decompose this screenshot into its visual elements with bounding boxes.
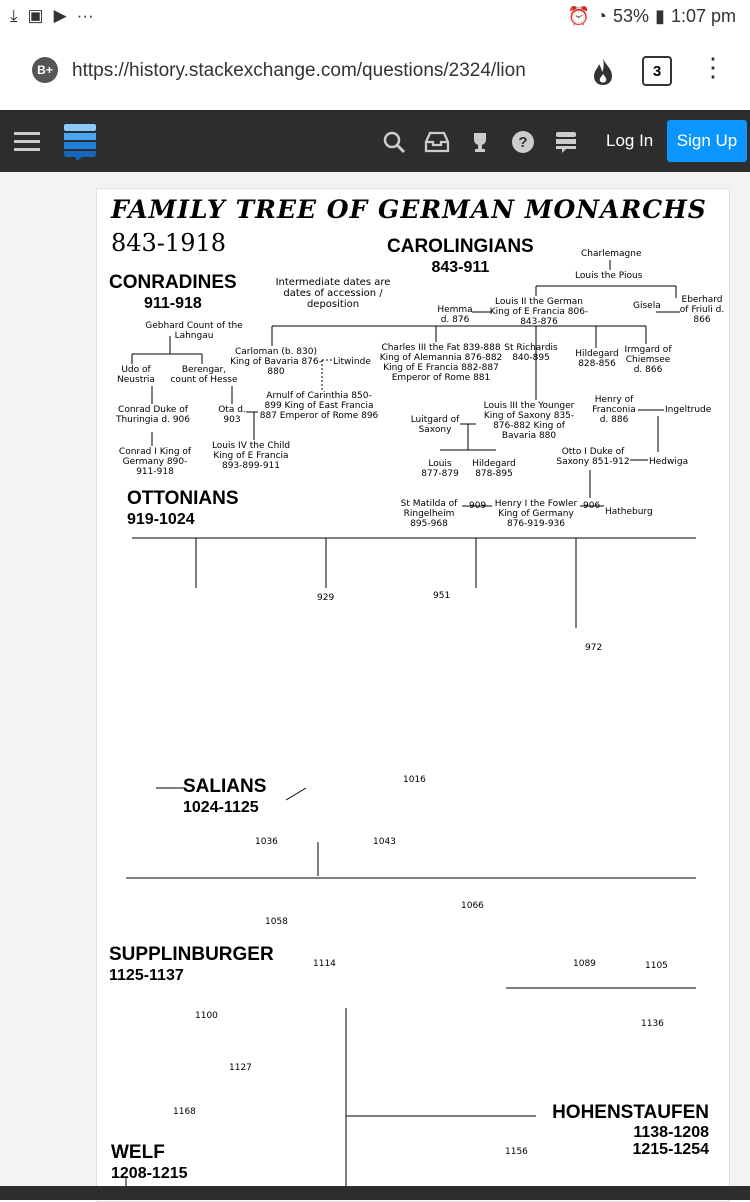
dynasty-hohenstaufen-years: 1138-1208 1215-1254 <box>632 1124 709 1158</box>
tab-count-button[interactable]: 3 <box>642 56 672 86</box>
person-conrad-thuringia: Conrad Duke of Thuringia d. 906 <box>115 405 190 425</box>
bottom-bar <box>0 1186 750 1200</box>
marriage-1058: 1058 <box>265 917 288 927</box>
chart-years: 843-1918 <box>111 229 226 257</box>
stackexchange-logo[interactable] <box>64 124 96 160</box>
person-ota: Ota d. 903 <box>218 405 246 425</box>
family-tree-lines <box>96 188 728 1200</box>
person-irmgard: Irmgard of Chiemsee d. 866 <box>624 345 672 375</box>
signup-button[interactable]: Sign Up <box>667 120 747 162</box>
dynasty-salians: SALIANS 1024-1125 <box>183 776 267 816</box>
overflow-menu-icon[interactable]: ⋮ <box>700 52 726 82</box>
marriage-909: 909 <box>469 501 487 511</box>
person-st-richardis: St Richardis 840-895 <box>504 343 558 363</box>
dynasty-carolingians: CAROLINGIANS 843-911 <box>387 236 534 276</box>
person-eberhard: Eberhard of Friuli d. 866 <box>679 295 725 325</box>
person-ingeltrude: Ingeltrude <box>665 405 712 415</box>
person-st-matilda: St Matilda of Ringelheim 895-968 <box>400 499 458 529</box>
chart-title: FAMILY TREE OF GERMAN MONARCHS <box>111 195 707 224</box>
person-hemma: Hemma d. 876 <box>437 305 473 325</box>
achievements-icon[interactable] <box>468 130 492 154</box>
person-henry-i: Henry I the Fowler King of Germany 876-919-936 <box>494 499 578 529</box>
person-arnulf: Arnulf of Carinthia 850-899 King of East Francia 887 Emperor of Rome 896 <box>259 391 379 421</box>
marriage-1089: 1089 <box>573 959 596 969</box>
search-icon[interactable] <box>382 130 406 154</box>
person-conrad-i: Conrad I King of Germany 890-911-918 <box>118 447 192 477</box>
person-udo: Udo of Neustria <box>117 365 155 385</box>
person-hatheburg: Hatheburg <box>605 507 653 517</box>
url-field[interactable]: https://history.stackexchange.com/questions/2324/lion <box>72 60 526 81</box>
marriage-1156: 1156 <box>505 1147 528 1157</box>
person-gisela: Gisela <box>633 301 661 311</box>
site-header <box>0 110 750 172</box>
chart-note: Intermediate dates are dates of accession / deposition <box>275 277 391 310</box>
video-icon: ▶ <box>53 6 67 25</box>
dynasty-ottonians: OTTONIANS 919-1024 <box>127 488 239 528</box>
more-icon: ··· <box>76 6 94 25</box>
marriage-1168: 1168 <box>173 1107 196 1117</box>
login-link[interactable]: Log In <box>606 131 654 150</box>
person-louis-ii: Louis II the German King of E Francia 806-843-876 <box>489 297 589 327</box>
person-charles-iii: Charles III the Fat 839-888 King of Alemannia 876-882 King of E Francia 882-887 Emperor of Rome 881 <box>379 343 503 383</box>
wifi-icon: ◔ <box>596 6 608 26</box>
system-icons <box>568 6 736 27</box>
clock: 1:07 pm <box>670 6 736 26</box>
person-hedwiga: Hedwiga <box>649 457 689 467</box>
marriage-1066: 1066 <box>461 901 484 911</box>
dynasty-conradines: CONRADINES 911-918 <box>109 272 237 312</box>
marriage-906: 906 <box>583 501 601 511</box>
dynasty-hohenstaufen: HOHENSTAUFEN <box>552 1102 709 1123</box>
battery-text: 53% <box>613 6 650 26</box>
marriage-1036: 1036 <box>255 837 278 847</box>
svg-text:?: ? <box>518 134 528 151</box>
marriage-1105: 1105 <box>645 961 668 971</box>
person-hildegard: Hildegard 828-856 <box>575 349 619 369</box>
site-switcher-icon[interactable] <box>554 130 578 154</box>
person-louis-the-pious: Louis the Pious <box>575 271 643 281</box>
site-badge[interactable]: B+ <box>32 57 58 83</box>
marriage-1100: 1100 <box>195 1011 218 1021</box>
dynasty-supplinburger: SUPPLINBURGER 1125-1137 <box>109 944 274 984</box>
flame-icon[interactable] <box>590 56 616 86</box>
dynasty-welf: WELF 1208-1215 <box>111 1142 188 1182</box>
browser-url-bar <box>0 34 750 110</box>
person-litwinde: Litwinde <box>333 357 371 367</box>
alarm-icon: ⏰ <box>567 6 591 26</box>
marriage-1043: 1043 <box>373 837 396 847</box>
battery-icon: ▮ <box>655 6 665 26</box>
marriage-1127: 1127 <box>229 1063 252 1073</box>
person-gebhard: Gebhard Count of the Lahngau <box>145 321 243 341</box>
person-louis: Louis 877-879 <box>421 459 459 479</box>
marriage-1114: 1114 <box>313 959 336 969</box>
person-carloman: Carloman (b. 830) King of Bavaria 876-880 <box>230 347 322 377</box>
help-icon[interactable] <box>511 130 535 154</box>
person-hildegard-2: Hildegard 878-895 <box>472 459 516 479</box>
person-otto-saxony: Otto I Duke of Saxony 851-912 <box>556 447 630 467</box>
marriage-972: 972 <box>585 643 603 653</box>
download-icon: ⤓ <box>10 6 18 25</box>
marriage-1016: 1016 <box>403 775 426 785</box>
image-icon: ▣ <box>27 6 44 25</box>
marriage-951: 951 <box>433 591 451 601</box>
marriage-1136: 1136 <box>641 1019 664 1029</box>
person-louis-iii: Louis III the Younger King of Saxony 835-876-882 King of Bavaria 880 <box>483 401 575 441</box>
status-bar <box>0 0 750 34</box>
person-louis-iv: Louis IV the Child King of E Francia 893-899-911 <box>211 441 291 471</box>
marriage-929: 929 <box>317 593 335 603</box>
person-henry-franconia: Henry of Franconia d. 886 <box>592 395 636 425</box>
notification-icons <box>10 6 94 26</box>
hamburger-menu-icon[interactable] <box>14 132 40 156</box>
person-berengar: Berengar, count of Hesse <box>170 365 238 385</box>
inbox-icon[interactable] <box>424 130 450 154</box>
person-luitgard: Luitgard of Saxony <box>410 415 460 435</box>
person-charlemagne: Charlemagne <box>581 249 642 259</box>
